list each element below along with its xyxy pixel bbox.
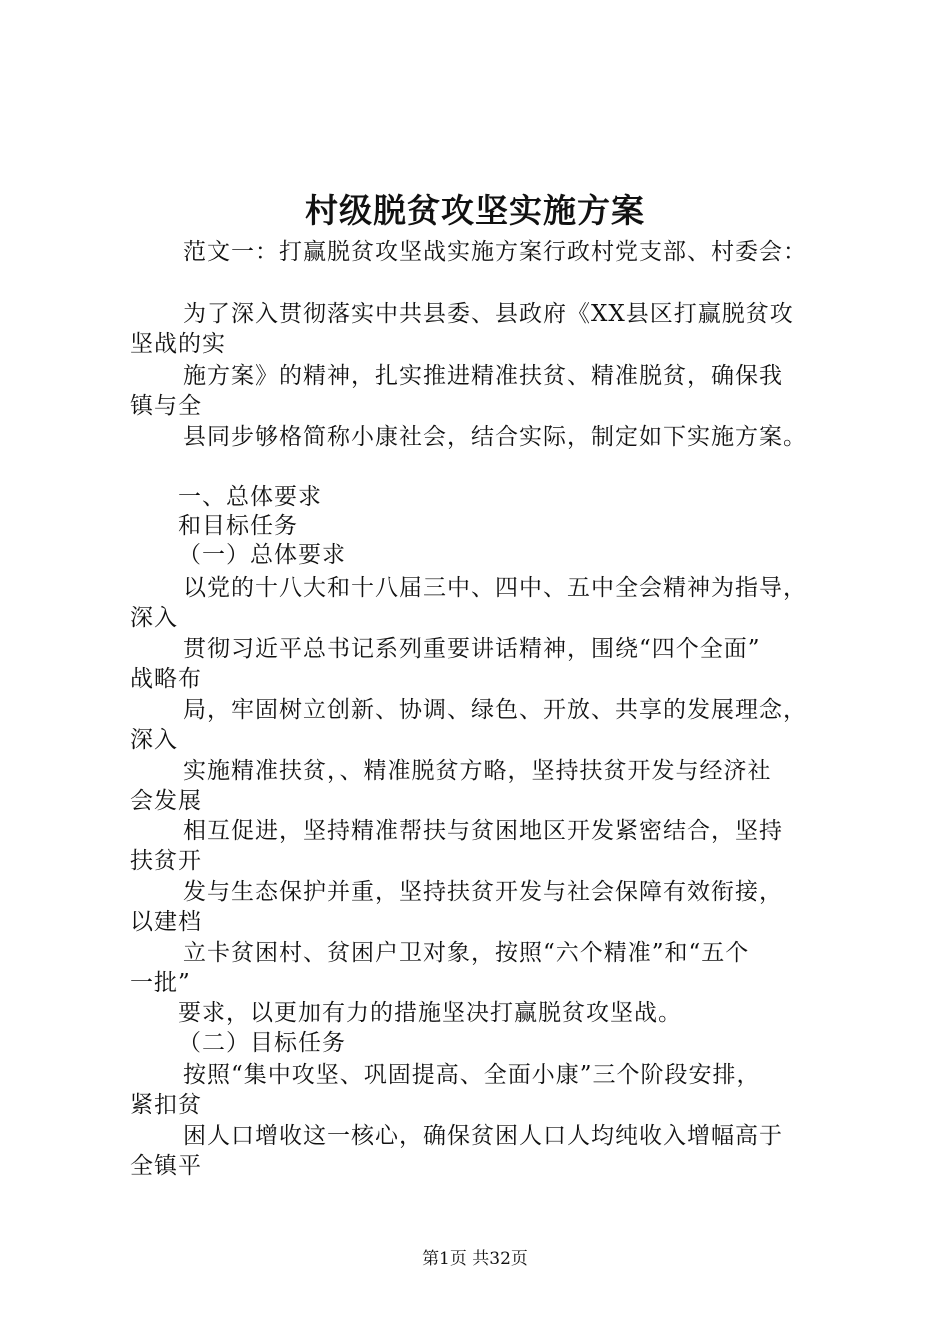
paragraph-line: 以党的十八大和十八届三中、四中、五中全会精神为指导， — [183, 575, 807, 601]
subsection-heading: （一）总体要求 — [178, 542, 346, 568]
page-footer: 第1页 共32页 — [422, 1249, 528, 1269]
paragraph-line: 深入 — [130, 605, 178, 631]
paragraph-line: 扶贫开 — [130, 848, 202, 874]
paragraph-line: 贯彻习近平总书记系列重要讲话精神，围绕“四个全面” — [183, 636, 761, 662]
paragraph-line: 一批” — [130, 970, 191, 996]
paragraph-line: 局，牢固树立创新、协调、绿色、开放、共享的发展理念， — [183, 697, 807, 723]
paragraph-line: 施方案》的精神，扎实推进精准扶贫、精准脱贫，确保我 — [183, 363, 783, 389]
paragraph-line: 紧扣贫 — [130, 1092, 202, 1118]
paragraph-line: 为了深入贯彻落实中共县委、县政府《XX县区打赢脱贫攻 — [183, 301, 794, 327]
paragraph-line: 按照“集中攻坚、巩固提高、全面小康”三个阶段安排， — [183, 1062, 761, 1088]
paragraph-line: 发与生态保护并重，坚持扶贫开发与社会保障有效衔接， — [183, 879, 783, 905]
paragraph-line: 县同步够格简称小康社会，结合实际，制定如下实施方案。 — [183, 424, 807, 450]
document-title: 村级脱贫攻坚实施方案 — [305, 191, 645, 230]
paragraph-line: 要求，以更加有力的措施坚决打赢脱贫攻坚战。 — [178, 1000, 682, 1026]
paragraph-line: 以建档 — [130, 909, 202, 935]
paragraph-line: 相互促进，坚持精准帮扶与贫困地区开发紧密结合，坚持 — [183, 818, 783, 844]
paragraph-line: 镇与全 — [130, 393, 202, 419]
paragraph-line: 范文一：打赢脱贫攻坚战实施方案行政村党支部、村委会： — [183, 239, 807, 265]
paragraph-line: 全镇平 — [130, 1153, 202, 1179]
paragraph-line: 战略布 — [130, 666, 202, 692]
paragraph-line: 立卡贫困村、贫困户卫对象，按照“六个精准”和“五个 — [183, 940, 750, 966]
section-heading: 和目标任务 — [178, 513, 298, 539]
paragraph-line: 实施精准扶贫，、精准脱贫方略，坚持扶贫开发与经济社 — [183, 758, 772, 784]
paragraph-line: 深入 — [130, 727, 178, 753]
section-heading: 一、总体要求 — [178, 484, 322, 510]
subsection-heading: （二）目标任务 — [178, 1030, 346, 1056]
paragraph-line: 会发展 — [130, 788, 202, 814]
paragraph-line: 困人口增收这一核心，确保贫困人口人均纯收入增幅高于 — [183, 1123, 783, 1149]
paragraph-line: 坚战的实 — [130, 331, 226, 357]
